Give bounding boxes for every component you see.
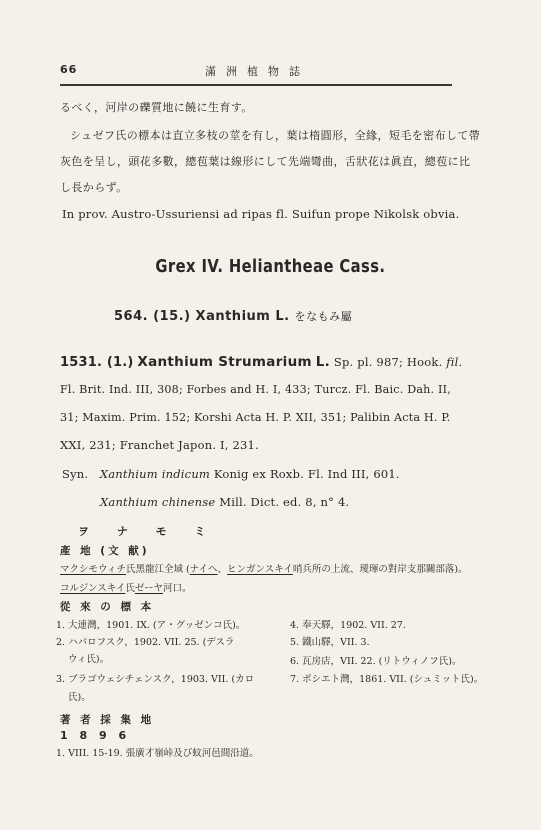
item-text: 大連灣，1901. IX. (ア・グッゼンコ氏)。 [68, 620, 246, 631]
latin-locality: In prov. Austro-Ussuriensi ad ripas fl. Suifun prope Nikolsk obvia. [62, 207, 460, 221]
locality-line-1 [60, 561, 468, 575]
item-text: 奉天驛，1902. VII. 27. [302, 620, 406, 631]
species-ref: Hook. [406, 355, 443, 369]
specimens-heading: 從 來 の 標 本 [60, 601, 155, 613]
species-line-1 [60, 354, 462, 370]
item-text: 瓦房店，VII. 22. (リトウィノフ氏)。 [302, 656, 462, 667]
specimen-item [56, 617, 245, 631]
item-number: 7. [290, 674, 300, 685]
place-name: ゼーヤ [134, 583, 164, 594]
species-line-3 [60, 410, 451, 424]
specimen-item [290, 617, 406, 631]
species-ref: Fl. Brit. Ind. III, 308; [60, 382, 183, 396]
person-name: コルジンスキイ [60, 583, 126, 594]
species-ref: fil. [446, 355, 463, 369]
item-number: 3. [56, 674, 66, 685]
species-ref: Turcz. Fl. Baic. Dah. II, [314, 382, 451, 396]
species-number: 1531. (1.) [60, 355, 134, 370]
species-ref: Maxim. Prim. 152; [82, 410, 191, 424]
specimen-item-cont [68, 651, 109, 665]
vernacular-name: ヲ ナ モ ミ [78, 525, 218, 538]
header-rule [60, 84, 452, 86]
synonym-name: Xanthium indicum [99, 467, 211, 481]
locality-text: 河口。 [163, 583, 192, 594]
intro-paragraph-line: し長からず。 [60, 181, 128, 194]
locality-text: 、 [217, 564, 228, 575]
person-name: マクシモウィチ [60, 564, 126, 575]
synonym-1 [62, 467, 400, 481]
specimen-item [290, 653, 462, 667]
genus-name: Xanthium [195, 309, 271, 324]
syn-label: Syn. [62, 467, 89, 481]
running-title: 滿洲植物誌 [205, 65, 310, 78]
synonym-name: Xanthium chinense [100, 495, 216, 509]
species-line-4: XXI, 231; Franchet Japon. I, 231. [60, 438, 259, 452]
item-text: ウィ氏)。 [68, 654, 110, 665]
item-text: ポシエト灣，1861. VII. (シュミット氏)。 [302, 674, 484, 685]
species-author: L. [315, 354, 331, 370]
synonym-2 [100, 495, 349, 509]
place-name: ナイヘ [189, 564, 218, 575]
item-number: 6. [290, 656, 300, 667]
species-ref: Forbes and H. I, 433; [186, 382, 311, 396]
species-name: Xanthium Strumarium [137, 354, 312, 370]
page-number: 66 [60, 63, 78, 76]
collector-heading: 著 者 採 集 地 [60, 714, 155, 726]
collection-item [56, 745, 259, 759]
genus-author: L. [275, 309, 290, 324]
species-line-2 [60, 382, 451, 396]
species-ref: Palibin Acta H. P. [350, 410, 451, 424]
species-ref: Korshi Acta H. P. XII, 351; [194, 410, 347, 424]
locality-text: 氏黑龍江全域 ( [125, 564, 190, 575]
collection-year: 1 8 9 6 [60, 729, 131, 742]
item-number: 1. [56, 748, 66, 759]
locality-heading: 產 地 (文 献) [60, 545, 150, 557]
item-text: ブラゴウェシチェンスク，1903. VII. (カロ [68, 674, 255, 685]
intro-line: るべく，河岸の礫質地に饒に生育す。 [60, 101, 253, 114]
locality-line-2 [60, 580, 192, 594]
specimen-item-cont [68, 689, 91, 703]
locality-text: 哨兵所の上流、璦琿の對岸支那關部落)。 [292, 564, 468, 575]
specimen-item [56, 634, 234, 648]
genus-number: 564. (15.) [114, 309, 191, 324]
item-number: 1. [56, 620, 66, 631]
genus-heading [114, 308, 352, 324]
synonym-ref: Konig ex Roxb. Fl. Ind III, 601. [213, 467, 400, 481]
item-number: 5. [290, 637, 300, 648]
intro-paragraph-line: シュゼフ氏の標本は直立多枝の莖を有し，葉は楕圓形，全緣，短毛を密布して帶 [70, 129, 481, 142]
locality-text: 氏 [125, 583, 135, 594]
place-name: ヒンガンスキイ [227, 564, 293, 575]
species-ref: Sp. pl. 987; [333, 355, 404, 369]
item-text: 氏)。 [68, 692, 91, 703]
item-text: 鐵山驛，VII. 3. [302, 637, 370, 648]
grex-heading: Grex IV. Heliantheae Cass. [155, 256, 386, 277]
item-text: ハバロフスク，1902. VII. 25. (デスラ [68, 637, 235, 648]
item-number: 4. [290, 620, 300, 631]
specimen-item [56, 671, 254, 685]
species-ref: 31; [60, 410, 79, 424]
item-text: VIII. 15-19. 張廣才嶺峠及び蚊河邑間沿道。 [68, 748, 259, 759]
genus-japanese-name: をなもみ屬 [294, 310, 353, 323]
synonym-ref: Mill. Dict. ed. 8, n° 4. [219, 495, 350, 509]
intro-paragraph-line: 灰色を呈し，頭花多數，總苞葉は線形にして先端彎曲，舌狀花は眞直，總苞に比 [60, 155, 471, 168]
item-number: 2. [56, 637, 66, 648]
specimen-item [290, 671, 483, 685]
specimen-item [290, 634, 370, 648]
